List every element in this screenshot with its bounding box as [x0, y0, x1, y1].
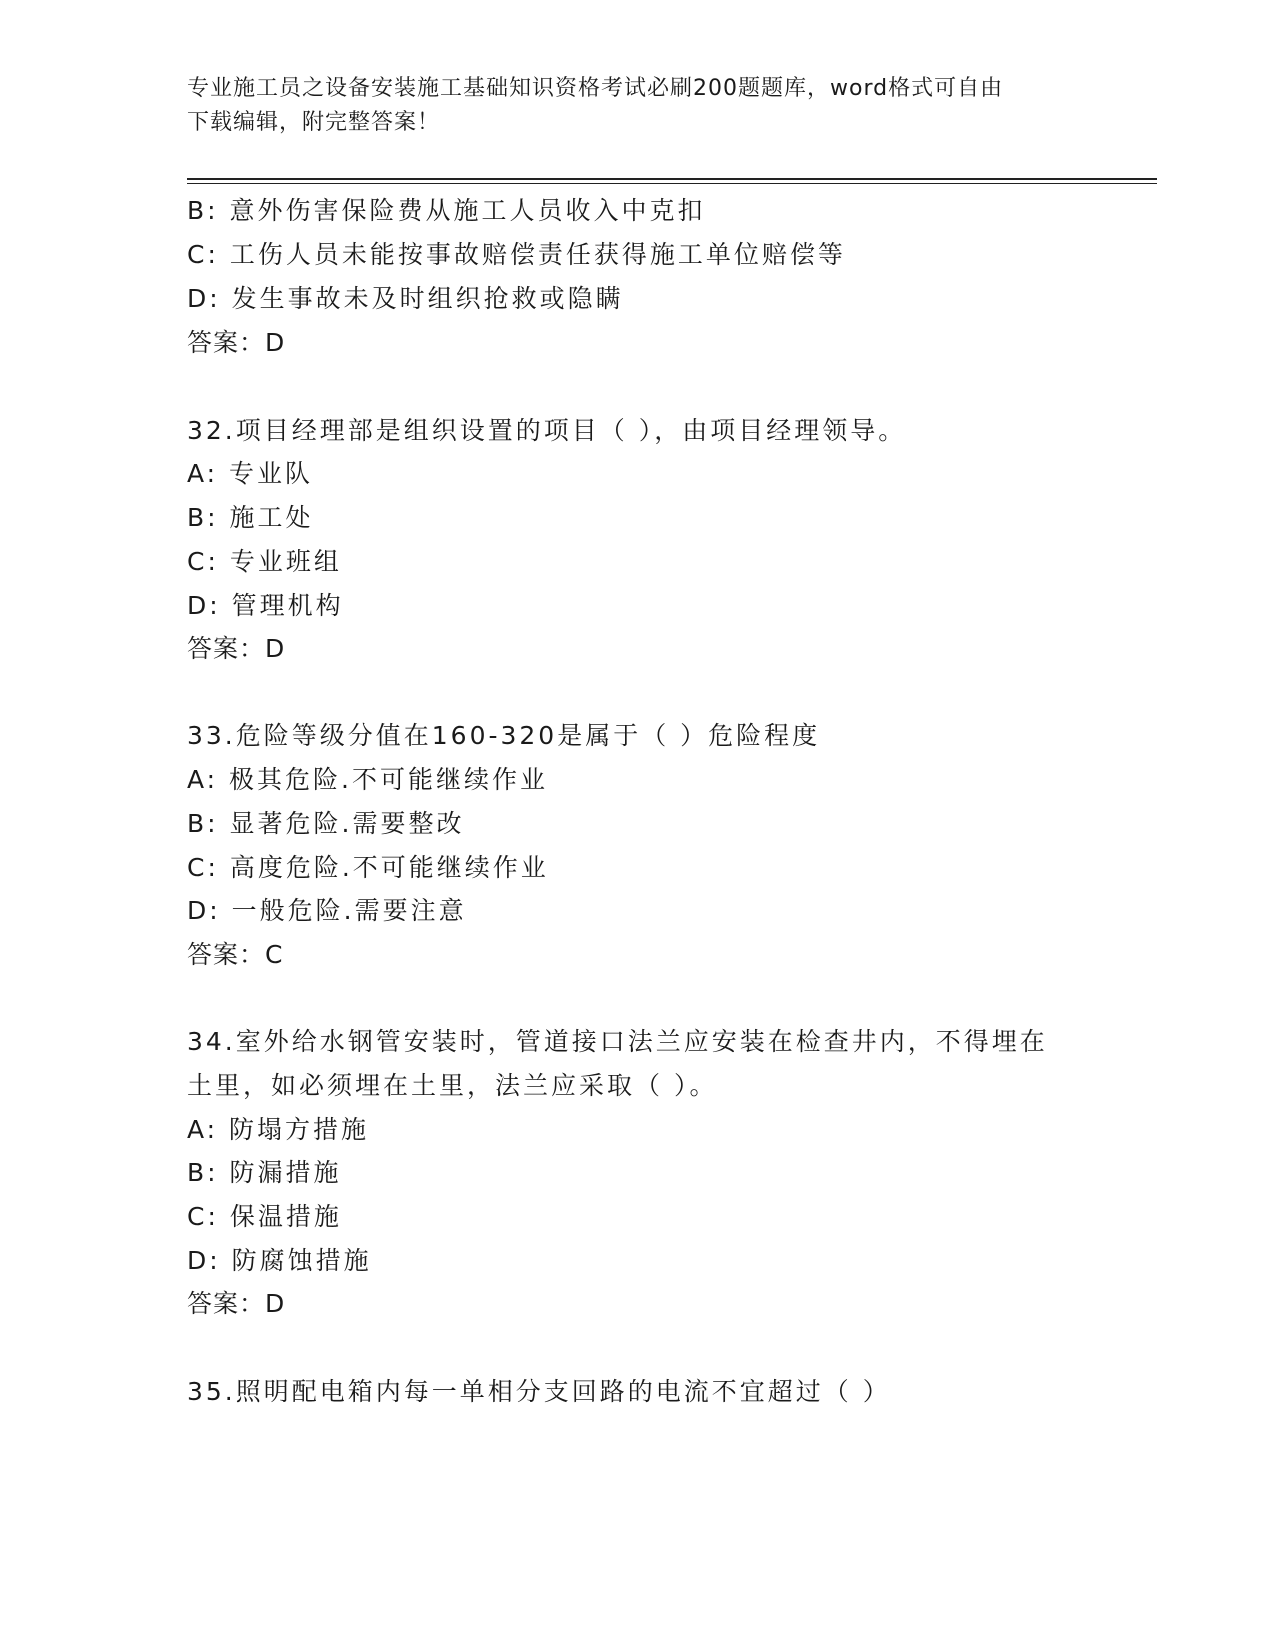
- q35-stem: 35.照明配电箱内每一单相分支回路的电流不宜超过（ ）: [187, 1377, 891, 1406]
- q34-option-d: D: 防腐蚀措施: [187, 1246, 372, 1275]
- q32-option-a: A: 专业队: [187, 459, 314, 488]
- q33-option-b: B: 显著危险.需要整改: [187, 809, 465, 838]
- q31-option-b: B: 意外伤害保险费从施工人员收入中克扣: [187, 196, 706, 225]
- q31-answer: 答案：D: [187, 328, 286, 357]
- q33-stem: 33.危险等级分值在160-320是属于（ ）危险程度: [187, 721, 821, 750]
- q32-stem: 32.项目经理部是组织设置的项目（ ），由项目经理领导。: [187, 416, 907, 445]
- header-title-line-1: 专业施工员之设备安装施工基础知识资格考试必刷200题题库，word格式可自由: [187, 76, 1004, 101]
- q34-option-b: B: 防漏措施: [187, 1158, 342, 1187]
- q34-stem-line-1: 34.室外给水钢管安装时，管道接口法兰应安装在检查井内，不得埋在: [187, 1027, 1048, 1056]
- q33-option-c: C: 高度危险.不可能继续作业: [187, 853, 549, 882]
- header-divider-thin: [187, 183, 1157, 184]
- header-title-line-2: 下载编辑，附完整答案！: [187, 110, 441, 135]
- q34-answer: 答案：D: [187, 1289, 286, 1318]
- q34-stem-line-2: 土里，如必须埋在土里，法兰应采取（ ）。: [187, 1071, 718, 1100]
- header-divider-thick: [187, 178, 1157, 180]
- q31-option-d: D: 发生事故未及时组织抢救或隐瞒: [187, 284, 624, 313]
- q31-option-c: C: 工伤人员未能按事故赔偿责任获得施工单位赔偿等: [187, 240, 846, 269]
- q33-option-d: D: 一般危险.需要注意: [187, 896, 467, 925]
- q32-answer: 答案：D: [187, 634, 286, 663]
- q32-option-c: C: 专业班组: [187, 547, 342, 576]
- q32-option-d: D: 管理机构: [187, 591, 344, 620]
- q33-answer: 答案：C: [187, 940, 284, 969]
- q34-option-a: A: 防塌方措施: [187, 1115, 370, 1144]
- document-header: [187, 72, 1087, 140]
- q33-option-a: A: 极其危险.不可能继续作业: [187, 765, 548, 794]
- q32-option-b: B: 施工处: [187, 503, 314, 532]
- q34-option-c: C: 保温措施: [187, 1202, 342, 1231]
